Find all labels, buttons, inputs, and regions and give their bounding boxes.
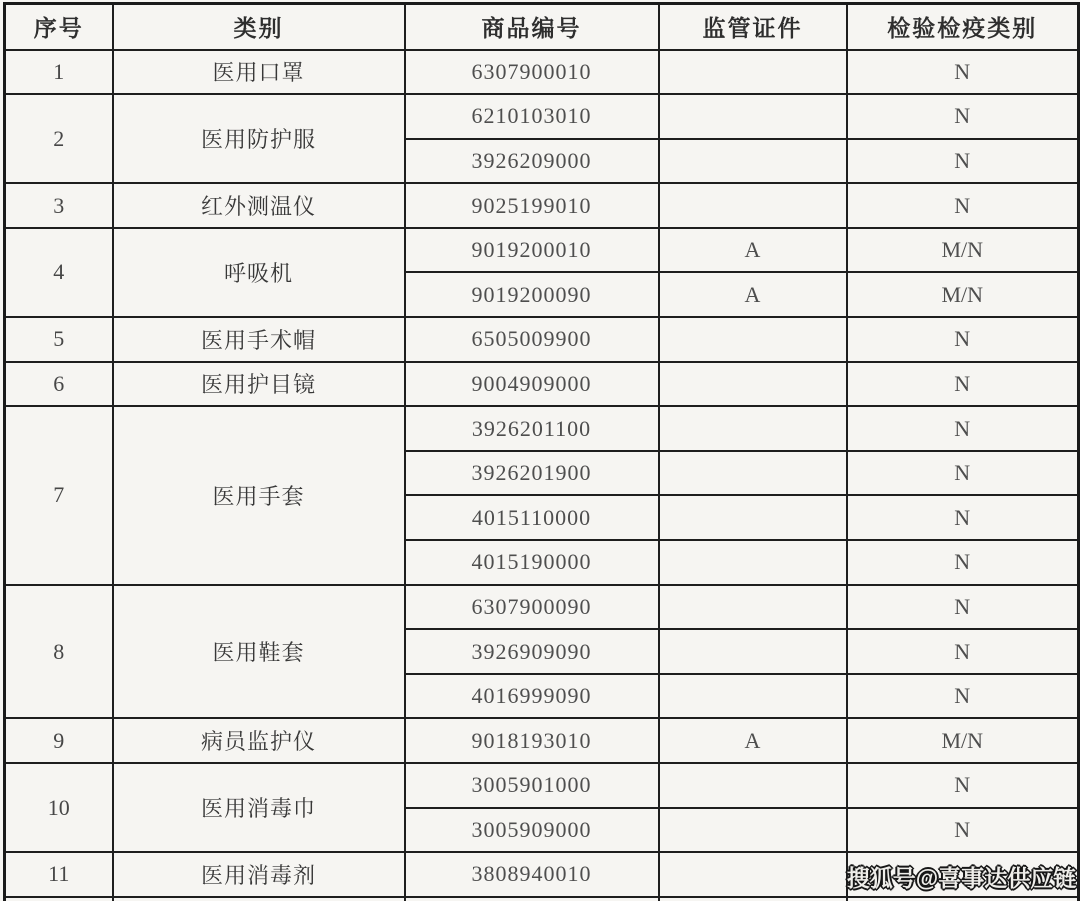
ciq-cell: N: [847, 317, 1079, 362]
hs-code-cell: 3926201900: [405, 451, 659, 496]
category-cell: 医用消毒剂: [113, 852, 405, 897]
hs-code-cell: 4016999090: [405, 674, 659, 719]
ciq-cell: N: [847, 808, 1079, 853]
category-cell: 医用口罩: [113, 50, 405, 95]
header-row: [5, 4, 1079, 50]
hs-code-cell: 4015110000: [405, 495, 659, 540]
row-index-cell: 2: [5, 94, 113, 183]
col-header-hs-code: 商品编号: [405, 4, 659, 50]
col-header-index: 序号: [5, 4, 113, 50]
cert-cell: [659, 317, 847, 362]
cert-cell: [659, 451, 847, 496]
cert-cell: [659, 763, 847, 808]
table-row: [5, 228, 1079, 273]
hs-code-cell: 6307900010: [405, 50, 659, 95]
col-header-cert: 监管证件: [659, 4, 847, 50]
category-cell: 医用手术帽: [113, 317, 405, 362]
table-row: [5, 50, 1079, 95]
cert-cell: [659, 852, 847, 897]
hs-code-cell: 3005901000: [405, 763, 659, 808]
ciq-cell: N: [847, 674, 1079, 719]
cert-cell: [659, 674, 847, 719]
category-cell: 医用消毒巾: [113, 763, 405, 852]
row-index-cell: 1: [5, 50, 113, 95]
hs-code-cell: 9019200010: [405, 228, 659, 273]
ciq-cell: N: [847, 540, 1079, 585]
col-header-ciq: 检验检疫类别: [847, 4, 1079, 50]
cert-cell: [659, 540, 847, 585]
cert-cell: [659, 495, 847, 540]
hs-code-cell: 3005909000: [405, 808, 659, 853]
table-row: [5, 718, 1079, 763]
row-index-cell: 3: [5, 183, 113, 228]
cert-cell: [659, 94, 847, 139]
empty-cell: [113, 897, 405, 901]
ciq-cell: N: [847, 585, 1079, 630]
ciq-cell: N: [847, 139, 1079, 184]
col-header-category: 类别: [113, 4, 405, 50]
hs-code-cell: 3926909090: [405, 629, 659, 674]
hs-code-cell: 6505009900: [405, 317, 659, 362]
table-row: [5, 763, 1079, 808]
cert-cell: [659, 50, 847, 95]
cert-cell: [659, 808, 847, 853]
category-cell: 医用鞋套: [113, 585, 405, 719]
partial-row: [5, 897, 1079, 901]
table-row: [5, 406, 1079, 451]
ciq-cell: M/N: [847, 718, 1079, 763]
ciq-cell: N: [847, 495, 1079, 540]
ciq-cell: M/N: [847, 272, 1079, 317]
cert-cell: A: [659, 272, 847, 317]
table-row: [5, 317, 1079, 362]
table-row: [5, 94, 1079, 139]
cert-cell: A: [659, 718, 847, 763]
row-index-cell: 11: [5, 852, 113, 897]
hs-code-cell: 4015190000: [405, 540, 659, 585]
hs-code-table: [3, 2, 1080, 901]
cert-cell: [659, 139, 847, 184]
ciq-cell: N: [847, 94, 1079, 139]
ciq-cell: N: [847, 451, 1079, 496]
category-cell: 病员监护仪: [113, 718, 405, 763]
category-cell: 医用防护服: [113, 94, 405, 183]
row-index-cell: 7: [5, 406, 113, 584]
category-cell: 红外测温仪: [113, 183, 405, 228]
hs-code-cell: 9019200090: [405, 272, 659, 317]
table-row: [5, 585, 1079, 630]
ciq-cell: N: [847, 629, 1079, 674]
row-index-cell: 6: [5, 362, 113, 407]
table-body: [5, 50, 1079, 901]
watermark: 搜狐号@喜事达供应链: [846, 865, 1077, 891]
category-cell: 医用手套: [113, 406, 405, 584]
hs-code-cell: 3926201100: [405, 406, 659, 451]
empty-cell: [659, 897, 847, 901]
hs-code-cell: 9018193010: [405, 718, 659, 763]
empty-cell: [847, 897, 1079, 901]
hs-code-cell: 9004909000: [405, 362, 659, 407]
row-index-cell: 8: [5, 585, 113, 719]
cert-cell: [659, 406, 847, 451]
hs-code-cell: 3926209000: [405, 139, 659, 184]
cert-cell: [659, 183, 847, 228]
ciq-cell: N: [847, 183, 1079, 228]
row-index-cell: 10: [5, 763, 113, 852]
hs-code-cell: 6307900090: [405, 585, 659, 630]
cert-cell: A: [659, 228, 847, 273]
hs-code-cell: 3808940010: [405, 852, 659, 897]
cert-cell: [659, 629, 847, 674]
hs-code-cell: 6210103010: [405, 94, 659, 139]
row-index-cell: 9: [5, 718, 113, 763]
cert-cell: [659, 362, 847, 407]
category-cell: 呼吸机: [113, 228, 405, 317]
ciq-cell: N: [847, 50, 1079, 95]
table-row: [5, 183, 1079, 228]
ciq-cell: N: [847, 406, 1079, 451]
table-row: [5, 362, 1079, 407]
row-index-cell: 5: [5, 317, 113, 362]
category-cell: 医用护目镜: [113, 362, 405, 407]
ciq-cell: M/N: [847, 228, 1079, 273]
cert-cell: [659, 585, 847, 630]
ciq-cell: N: [847, 362, 1079, 407]
hs-code-cell: 9025199010: [405, 183, 659, 228]
empty-cell: [405, 897, 659, 901]
row-index-cell: 4: [5, 228, 113, 317]
empty-cell: [5, 897, 113, 901]
ciq-cell: N: [847, 763, 1079, 808]
